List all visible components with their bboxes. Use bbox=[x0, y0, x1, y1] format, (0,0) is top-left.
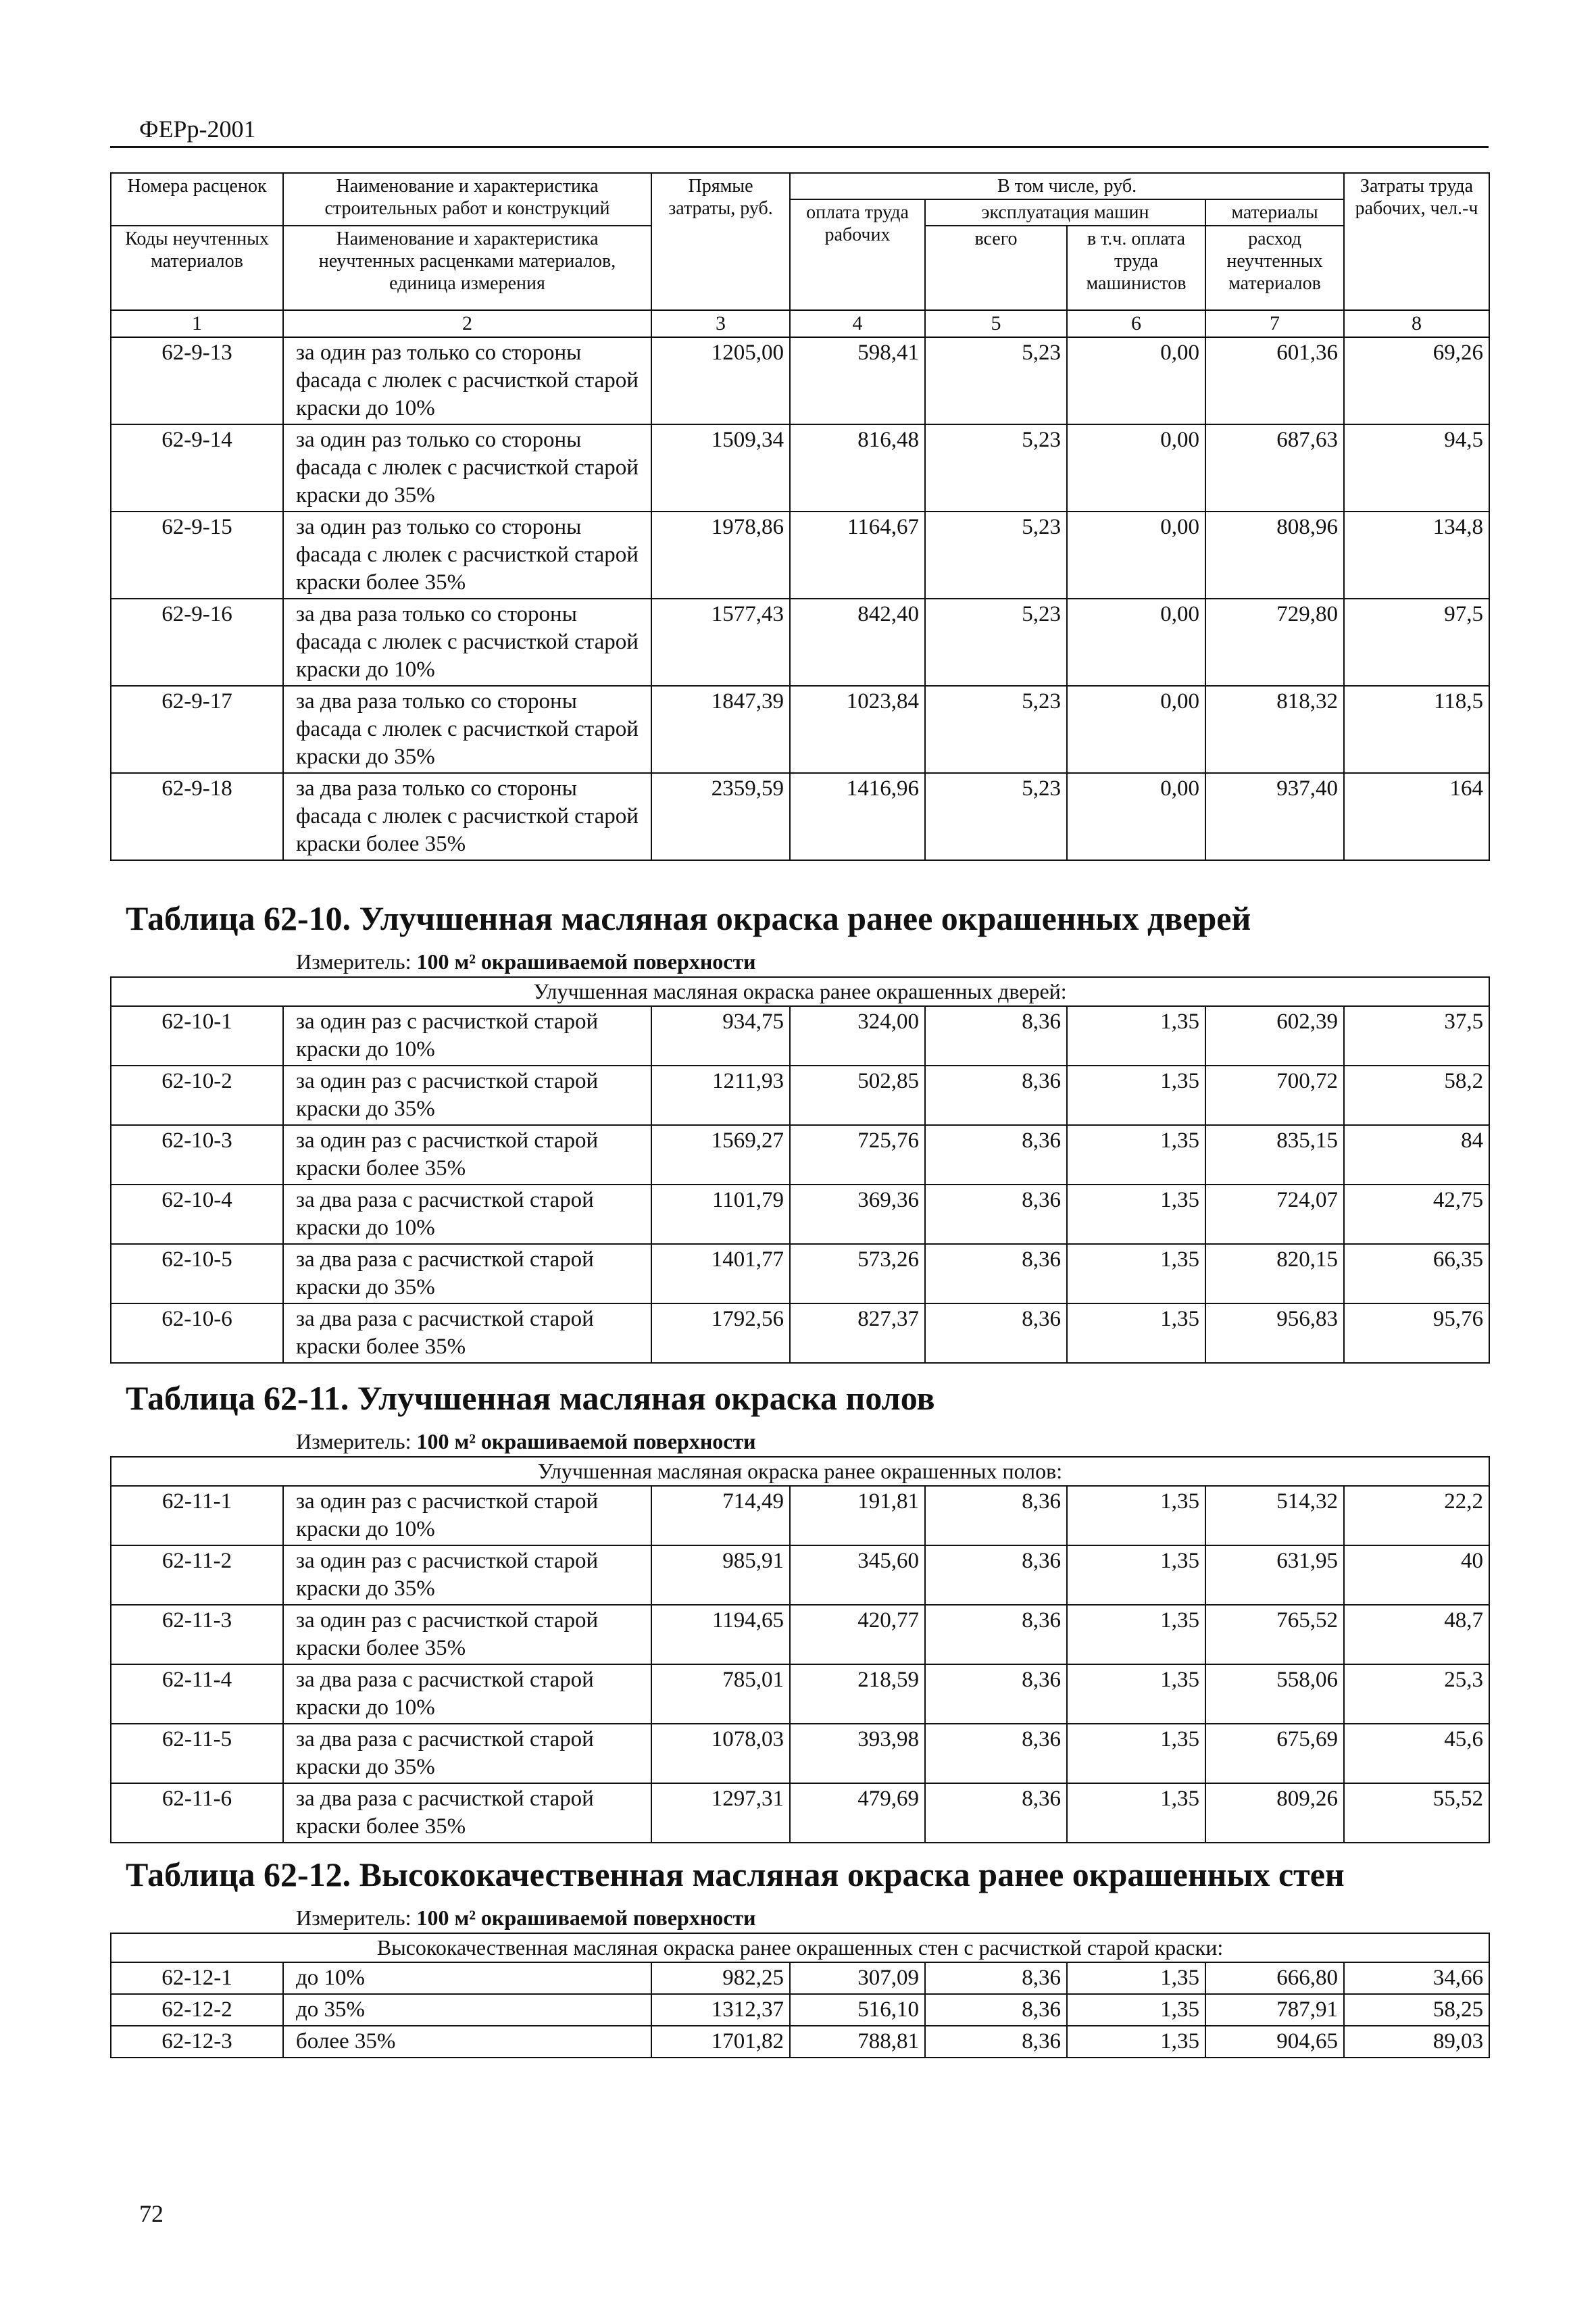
rates-table-62-11 bbox=[110, 1456, 1490, 1843]
labor-wages: 324,00 bbox=[790, 1006, 925, 1066]
header-material-usage: расход неучтенных материалов bbox=[1205, 226, 1344, 310]
direct-costs: 1297,31 bbox=[651, 1783, 790, 1843]
header-operator-wages: в т.ч. оплата труда машинистов bbox=[1067, 226, 1205, 310]
work-name: за два раза только со стороны фасада с люлек с расчисткой старой краски до 10% bbox=[283, 599, 651, 686]
work-name: за два раза только со стороны фасада с люлек с расчисткой старой краски до 35% bbox=[283, 686, 651, 773]
column-number: 5 bbox=[925, 310, 1067, 337]
labor-hours: 55,52 bbox=[1344, 1783, 1489, 1843]
labor-wages: 516,10 bbox=[790, 1994, 925, 2026]
work-name: за один раз только со стороны фасада с люлек с расчисткой старой краски до 10% bbox=[283, 337, 651, 424]
table-62-10-title: Таблица 62-10. Улучшенная масляная окраска ранее окрашенных дверей bbox=[126, 899, 1251, 937]
labor-hours: 42,75 bbox=[1344, 1185, 1489, 1244]
table-row bbox=[111, 1185, 1489, 1244]
materials-cost: 808,96 bbox=[1205, 512, 1344, 599]
table-row bbox=[111, 773, 1489, 860]
table-62-11-title: Таблица 62-11. Улучшенная масляная окраска полов bbox=[126, 1379, 935, 1417]
header-material-codes: Коды неучтенных материалов bbox=[111, 226, 283, 310]
materials-cost: 787,91 bbox=[1205, 1994, 1344, 2026]
direct-costs: 714,49 bbox=[651, 1486, 790, 1545]
labor-hours: 25,3 bbox=[1344, 1664, 1489, 1724]
rate-code: 62-9-15 bbox=[111, 512, 283, 599]
header-works-name: Наименование и характеристика строительных работ и конструкций bbox=[283, 173, 651, 226]
materials-cost: 700,72 bbox=[1205, 1066, 1344, 1125]
machines-total: 5,23 bbox=[925, 337, 1067, 424]
operator-wages: 1,35 bbox=[1067, 1244, 1205, 1303]
table-row bbox=[111, 1724, 1489, 1783]
direct-costs: 1211,93 bbox=[651, 1066, 790, 1125]
labor-hours: 118,5 bbox=[1344, 686, 1489, 773]
table-62-10-unit: Измеритель: 100 м² окрашиваемой поверхности bbox=[296, 949, 756, 974]
labor-wages: 393,98 bbox=[790, 1724, 925, 1783]
labor-wages: 1416,96 bbox=[790, 773, 925, 860]
table-row bbox=[111, 686, 1489, 773]
table-row bbox=[111, 1605, 1489, 1664]
machines-total: 8,36 bbox=[925, 1303, 1067, 1363]
table-row bbox=[111, 1664, 1489, 1724]
operator-wages: 0,00 bbox=[1067, 424, 1205, 512]
table-row bbox=[111, 337, 1489, 424]
direct-costs: 1569,27 bbox=[651, 1125, 790, 1185]
materials-cost: 818,32 bbox=[1205, 686, 1344, 773]
labor-wages: 502,85 bbox=[790, 1066, 925, 1125]
table-row bbox=[111, 1962, 1489, 1994]
labor-wages: 218,59 bbox=[790, 1664, 925, 1724]
machines-total: 8,36 bbox=[925, 1962, 1067, 1994]
labor-wages: 598,41 bbox=[790, 337, 925, 424]
work-name: за два раза с расчисткой старой краски до 10% bbox=[283, 1664, 651, 1724]
labor-hours: 58,2 bbox=[1344, 1066, 1489, 1125]
column-number: 1 bbox=[111, 310, 283, 337]
direct-costs: 985,91 bbox=[651, 1545, 790, 1605]
rate-code: 62-11-1 bbox=[111, 1486, 283, 1545]
work-name: за один раз с расчисткой старой краски более 35% bbox=[283, 1605, 651, 1664]
table-row bbox=[111, 1994, 1489, 2026]
header-material-name: Наименование и характеристика неучтенных расценками материалов, единица измерения bbox=[283, 226, 651, 310]
work-name: за один раз только со стороны фасада с люлек с расчисткой старой краски более 35% bbox=[283, 512, 651, 599]
labor-hours: 89,03 bbox=[1344, 2026, 1489, 2058]
machines-total: 5,23 bbox=[925, 773, 1067, 860]
labor-hours: 95,76 bbox=[1344, 1303, 1489, 1363]
materials-cost: 601,36 bbox=[1205, 337, 1344, 424]
table-62-12-title: Таблица 62-12. Высококачественная масляная окраска ранее окрашенных стен bbox=[126, 1856, 1345, 1893]
labor-hours: 58,25 bbox=[1344, 1994, 1489, 2026]
rate-code: 62-9-18 bbox=[111, 773, 283, 860]
machines-total: 8,36 bbox=[925, 1724, 1067, 1783]
machines-total: 8,36 bbox=[925, 1066, 1067, 1125]
direct-costs: 1509,34 bbox=[651, 424, 790, 512]
work-name: за два раза с расчисткой старой краски до 35% bbox=[283, 1724, 651, 1783]
materials-cost: 687,63 bbox=[1205, 424, 1344, 512]
table-row bbox=[111, 1244, 1489, 1303]
work-name: за два раза с расчисткой старой краски до 35% bbox=[283, 1244, 651, 1303]
rate-code: 62-11-3 bbox=[111, 1605, 283, 1664]
table-row bbox=[111, 1303, 1489, 1363]
rate-code: 62-10-5 bbox=[111, 1244, 283, 1303]
running-head: ФЕРр-2001 bbox=[139, 116, 256, 143]
direct-costs: 1312,37 bbox=[651, 1994, 790, 2026]
table-row bbox=[111, 2026, 1489, 2058]
direct-costs: 1847,39 bbox=[651, 686, 790, 773]
table-row bbox=[111, 599, 1489, 686]
direct-costs: 785,01 bbox=[651, 1664, 790, 1724]
column-number: 2 bbox=[283, 310, 651, 337]
materials-cost: 514,32 bbox=[1205, 1486, 1344, 1545]
operator-wages: 0,00 bbox=[1067, 686, 1205, 773]
table-row bbox=[111, 424, 1489, 512]
direct-costs: 2359,59 bbox=[651, 773, 790, 860]
operator-wages: 1,35 bbox=[1067, 1185, 1205, 1244]
rate-code: 62-9-14 bbox=[111, 424, 283, 512]
page-number: 72 bbox=[139, 2200, 164, 2227]
labor-wages: 420,77 bbox=[790, 1605, 925, 1664]
materials-cost: 631,95 bbox=[1205, 1545, 1344, 1605]
work-name: за два раза с расчисткой старой краски до 10% bbox=[283, 1185, 651, 1244]
rate-code: 62-9-13 bbox=[111, 337, 283, 424]
labor-hours: 34,66 bbox=[1344, 1962, 1489, 1994]
work-name: более 35% bbox=[283, 2026, 651, 2058]
work-name: за два раза только со стороны фасада с люлек с расчисткой старой краски более 35% bbox=[283, 773, 651, 860]
column-number: 3 bbox=[651, 310, 790, 337]
labor-wages: 816,48 bbox=[790, 424, 925, 512]
materials-cost: 666,80 bbox=[1205, 1962, 1344, 1994]
table-row bbox=[111, 1066, 1489, 1125]
operator-wages: 1,35 bbox=[1067, 1545, 1205, 1605]
labor-wages: 345,60 bbox=[790, 1545, 925, 1605]
header-rule bbox=[110, 146, 1489, 148]
labor-wages: 307,09 bbox=[790, 1962, 925, 1994]
labor-hours: 66,35 bbox=[1344, 1244, 1489, 1303]
operator-wages: 1,35 bbox=[1067, 1066, 1205, 1125]
rate-code: 62-11-4 bbox=[111, 1664, 283, 1724]
direct-costs: 1701,82 bbox=[651, 2026, 790, 2058]
machines-total: 8,36 bbox=[925, 1545, 1067, 1605]
labor-hours: 45,6 bbox=[1344, 1724, 1489, 1783]
operator-wages: 1,35 bbox=[1067, 1605, 1205, 1664]
header-materials: материалы bbox=[1205, 199, 1344, 226]
operator-wages: 1,35 bbox=[1067, 1125, 1205, 1185]
machines-total: 8,36 bbox=[925, 1664, 1067, 1724]
rates-table-62-9 bbox=[110, 172, 1490, 861]
table-row bbox=[111, 1486, 1489, 1545]
work-name: за один раз с расчисткой старой краски до 35% bbox=[283, 1066, 651, 1125]
materials-cost: 602,39 bbox=[1205, 1006, 1344, 1066]
materials-cost: 820,15 bbox=[1205, 1244, 1344, 1303]
operator-wages: 1,35 bbox=[1067, 1994, 1205, 2026]
labor-wages: 725,76 bbox=[790, 1125, 925, 1185]
operator-wages: 1,35 bbox=[1067, 1303, 1205, 1363]
header-including: В том числе, руб. bbox=[790, 173, 1344, 199]
work-name: за два раза с расчисткой старой краски более 35% bbox=[283, 1303, 651, 1363]
table-62-12-unit: Измеритель: 100 м² окрашиваемой поверхности bbox=[296, 1906, 756, 1930]
direct-costs: 1078,03 bbox=[651, 1724, 790, 1783]
column-number: 4 bbox=[790, 310, 925, 337]
machines-total: 8,36 bbox=[925, 1006, 1067, 1066]
header-machines-total: всего bbox=[925, 226, 1067, 310]
materials-cost: 675,69 bbox=[1205, 1724, 1344, 1783]
direct-costs: 1205,00 bbox=[651, 337, 790, 424]
labor-hours: 97,5 bbox=[1344, 599, 1489, 686]
labor-wages: 1164,67 bbox=[790, 512, 925, 599]
work-name: за два раза с расчисткой старой краски более 35% bbox=[283, 1783, 651, 1843]
rate-code: 62-12-3 bbox=[111, 2026, 283, 2058]
table-row bbox=[111, 1006, 1489, 1066]
machines-total: 8,36 bbox=[925, 1486, 1067, 1545]
table-62-12-group-heading: Высококачественная масляная окраска ранее окрашенных стен с расчисткой старой краски: bbox=[111, 1933, 1489, 1962]
operator-wages: 0,00 bbox=[1067, 512, 1205, 599]
labor-hours: 69,26 bbox=[1344, 337, 1489, 424]
machines-total: 8,36 bbox=[925, 2026, 1067, 2058]
labor-hours: 94,5 bbox=[1344, 424, 1489, 512]
labor-hours: 134,8 bbox=[1344, 512, 1489, 599]
rate-code: 62-11-6 bbox=[111, 1783, 283, 1843]
machines-total: 8,36 bbox=[925, 1605, 1067, 1664]
rate-code: 62-10-2 bbox=[111, 1066, 283, 1125]
table-row bbox=[111, 1125, 1489, 1185]
rate-code: 62-10-4 bbox=[111, 1185, 283, 1244]
rate-code: 62-10-6 bbox=[111, 1303, 283, 1363]
labor-wages: 369,36 bbox=[790, 1185, 925, 1244]
column-number: 7 bbox=[1205, 310, 1344, 337]
materials-cost: 956,83 bbox=[1205, 1303, 1344, 1363]
labor-wages: 479,69 bbox=[790, 1783, 925, 1843]
operator-wages: 1,35 bbox=[1067, 1724, 1205, 1783]
operator-wages: 1,35 bbox=[1067, 1664, 1205, 1724]
labor-wages: 842,40 bbox=[790, 599, 925, 686]
machines-total: 5,23 bbox=[925, 686, 1067, 773]
work-name: за один раз с расчисткой старой краски до 10% bbox=[283, 1006, 651, 1066]
work-name: за один раз только со стороны фасада с люлек с расчисткой старой краски до 35% bbox=[283, 424, 651, 512]
header-machines: эксплуатация машин bbox=[925, 199, 1205, 226]
rates-table-62-10 bbox=[110, 976, 1490, 1364]
rates-table-62-12 bbox=[110, 1933, 1490, 2058]
direct-costs: 1101,79 bbox=[651, 1185, 790, 1244]
labor-hours: 84 bbox=[1344, 1125, 1489, 1185]
header-labor-hours: Затраты труда рабочих, чел.-ч bbox=[1344, 173, 1489, 310]
direct-costs: 1978,86 bbox=[651, 512, 790, 599]
labor-wages: 573,26 bbox=[790, 1244, 925, 1303]
direct-costs: 1401,77 bbox=[651, 1244, 790, 1303]
table-62-11-unit: Измеритель: 100 м² окрашиваемой поверхности bbox=[296, 1429, 756, 1453]
table-row bbox=[111, 1545, 1489, 1605]
operator-wages: 1,35 bbox=[1067, 2026, 1205, 2058]
table-62-11-group-heading: Улучшенная масляная окраска ранее окрашенных полов: bbox=[111, 1457, 1489, 1486]
rate-code: 62-9-17 bbox=[111, 686, 283, 773]
column-number: 6 bbox=[1067, 310, 1205, 337]
header-direct-costs: Прямые затраты, руб. bbox=[651, 173, 790, 310]
materials-cost: 835,15 bbox=[1205, 1125, 1344, 1185]
labor-hours: 22,2 bbox=[1344, 1486, 1489, 1545]
column-number: 8 bbox=[1344, 310, 1489, 337]
machines-total: 5,23 bbox=[925, 599, 1067, 686]
materials-cost: 765,52 bbox=[1205, 1605, 1344, 1664]
work-name: за один раз с расчисткой старой краски до 10% bbox=[283, 1486, 651, 1545]
rate-code: 62-10-1 bbox=[111, 1006, 283, 1066]
machines-total: 8,36 bbox=[925, 1783, 1067, 1843]
labor-hours: 37,5 bbox=[1344, 1006, 1489, 1066]
work-name: до 35% bbox=[283, 1994, 651, 2026]
direct-costs: 1792,56 bbox=[651, 1303, 790, 1363]
operator-wages: 0,00 bbox=[1067, 337, 1205, 424]
machines-total: 5,23 bbox=[925, 424, 1067, 512]
labor-wages: 191,81 bbox=[790, 1486, 925, 1545]
direct-costs: 982,25 bbox=[651, 1962, 790, 1994]
materials-cost: 937,40 bbox=[1205, 773, 1344, 860]
rate-code: 62-10-3 bbox=[111, 1125, 283, 1185]
materials-cost: 729,80 bbox=[1205, 599, 1344, 686]
header-rate-numbers: Номера расценок bbox=[111, 173, 283, 226]
labor-hours: 164 bbox=[1344, 773, 1489, 860]
rate-code: 62-9-16 bbox=[111, 599, 283, 686]
direct-costs: 1577,43 bbox=[651, 599, 790, 686]
operator-wages: 1,35 bbox=[1067, 1486, 1205, 1545]
work-name: до 10% bbox=[283, 1962, 651, 1994]
materials-cost: 809,26 bbox=[1205, 1783, 1344, 1843]
materials-cost: 724,07 bbox=[1205, 1185, 1344, 1244]
labor-wages: 1023,84 bbox=[790, 686, 925, 773]
header-wages: оплата труда рабочих bbox=[790, 199, 925, 310]
machines-total: 8,36 bbox=[925, 1185, 1067, 1244]
machines-total: 5,23 bbox=[925, 512, 1067, 599]
machines-total: 8,36 bbox=[925, 1244, 1067, 1303]
operator-wages: 1,35 bbox=[1067, 1006, 1205, 1066]
operator-wages: 1,35 bbox=[1067, 1962, 1205, 1994]
rate-code: 62-12-2 bbox=[111, 1994, 283, 2026]
materials-cost: 558,06 bbox=[1205, 1664, 1344, 1724]
machines-total: 8,36 bbox=[925, 1994, 1067, 2026]
table-row bbox=[111, 1783, 1489, 1843]
labor-hours: 48,7 bbox=[1344, 1605, 1489, 1664]
rate-code: 62-11-2 bbox=[111, 1545, 283, 1605]
machines-total: 8,36 bbox=[925, 1125, 1067, 1185]
labor-wages: 788,81 bbox=[790, 2026, 925, 2058]
operator-wages: 1,35 bbox=[1067, 1783, 1205, 1843]
direct-costs: 1194,65 bbox=[651, 1605, 790, 1664]
labor-wages: 827,37 bbox=[790, 1303, 925, 1363]
labor-hours: 40 bbox=[1344, 1545, 1489, 1605]
table-62-10-group-heading: Улучшенная масляная окраска ранее окрашенных дверей: bbox=[111, 977, 1489, 1006]
work-name: за один раз с расчисткой старой краски более 35% bbox=[283, 1125, 651, 1185]
operator-wages: 0,00 bbox=[1067, 599, 1205, 686]
operator-wages: 0,00 bbox=[1067, 773, 1205, 860]
rate-code: 62-11-5 bbox=[111, 1724, 283, 1783]
work-name: за один раз с расчисткой старой краски до 35% bbox=[283, 1545, 651, 1605]
direct-costs: 934,75 bbox=[651, 1006, 790, 1066]
rate-code: 62-12-1 bbox=[111, 1962, 283, 1994]
table-row bbox=[111, 512, 1489, 599]
materials-cost: 904,65 bbox=[1205, 2026, 1344, 2058]
